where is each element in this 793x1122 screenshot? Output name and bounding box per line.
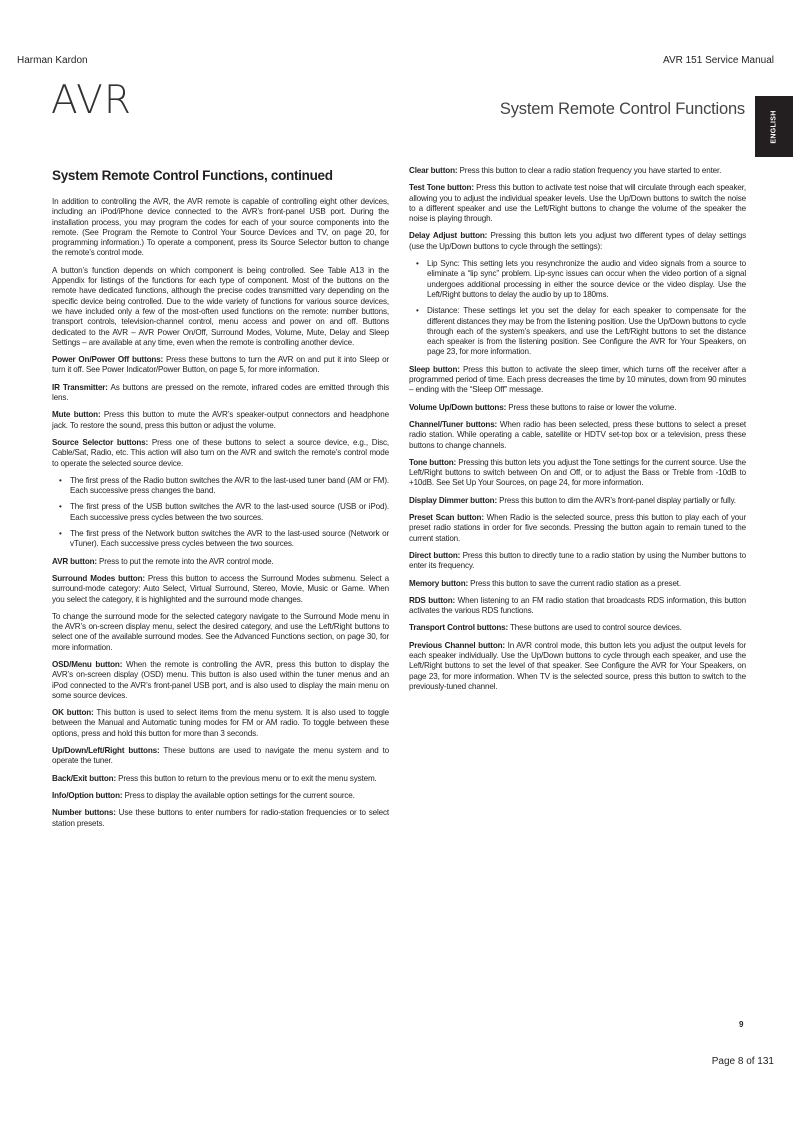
mute-button-desc: Mute button: Press this button to mute the AVR’s speaker-output connectors and headphone jack. To restore the sound, press this button or adjust the volume. <box>52 410 389 430</box>
source-selector-desc: Source Selector buttons: Press one of these buttons to select a source device, e.g., Disc, Cable/Sat, Radio, etc. This action will also turn on the AVR and switch the remote’s control mode to operate the selected source device. <box>52 437 389 468</box>
header-manual-title: AVR 151 Service Manual <box>663 55 774 66</box>
section-title: System Remote Control Functions <box>499 100 745 118</box>
language-tab <box>755 96 793 157</box>
back-button-desc: Back/Exit button: Press this button to return to the previous menu or to exit the menu system. <box>52 773 377 783</box>
avr-button-desc: AVR button: Press to put the remote into the AVR control mode. <box>52 556 274 566</box>
source-bullet-list <box>52 476 389 550</box>
delay-bullet-list <box>409 259 746 358</box>
page-heading: System Remote Control Functions, continued <box>52 168 333 183</box>
list-item: • The first press of the USB button switches the AVR to the last-used source (USB or iPod). Each successive press cycles between the two sources. <box>70 502 389 523</box>
list-item: • The first press of the Radio button switches the AVR to the last-used tuner band (AM or FM). Each successive press changes the band. <box>70 476 389 497</box>
rds-button-desc: RDS button: When listening to an FM radio station that broadcasts RDS information, this button activates the various RDS functions. <box>409 595 746 616</box>
left-column <box>52 166 389 836</box>
intro-paragraph: A button’s function depends on which component is being controlled. See Table A13 in the Appendix for listings of the functions for each type of component. Most of the buttons on the remote have dedicated functions, although the precise codes transmitted vary depending on the specific device being controlled. Due to the wide variety of functions for various source devices, we have included only a few of the most-often used functions on the remote: number buttons, transport controls, television-channel control, menu access and power on and off. Buttons dedicated to the AVR – AVR Power On/Off, Surround Modes, Volume, Mute, Delay and Sleep Settings – are available at any time, even when the remote is controlling another device. <box>52 265 389 347</box>
sleep-button-desc: Sleep button: Press this button to activate the sleep timer, which turns off the receiver after a programmed period of time. Each press decreases the time by 10 minutes, down from 90 minutes – ending with the “Sleep Off” message. <box>409 364 746 395</box>
previous-channel-desc: Previous Channel button: In AVR control mode, this button lets you adjust the output levels for each speaker individually. Use the Up/Down buttons to cycle through each speaker, and use the Left/Right buttons to set the level of that speaker. See Configure the AVR for Your Speakers, on page 23, for more information. When TV is the selected source, press this button to switch to the previously-tuned channel. <box>409 640 746 691</box>
volume-buttons-desc: Volume Up/Down buttons: Press these buttons to raise or lower the volume. <box>409 402 677 412</box>
clear-button-desc: Clear button: Press this button to clear a radio station frequency you have started to enter. <box>409 166 722 175</box>
list-item: • Distance: These settings let you set the delay for each speaker to compensate for the different distances they may be from the listening position. Use the Up/Down buttons to cycle through each of the system’s speakers, and use the Left/Right buttons to set the distance each speaker is from the listening position. See Configure the AVR for Your Speakers, on page 23, for more information. <box>427 306 746 357</box>
memory-button-desc: Memory button: Press this button to save the current radio station as a preset. <box>409 578 681 588</box>
navigation-buttons-desc: Up/Down/Left/Right buttons: These buttons are used to navigate the menu system and to operate the tuner. <box>52 746 390 766</box>
page-number: 9 <box>739 1020 744 1029</box>
tone-button-desc: Tone button: Pressing this button lets you adjust the Tone settings for the current source. Use the Left/Right buttons to switch between On and Off, or to adjust the Bass or Treble from -10dB to +10dB. See Set Up Your Sources, on page 24, for more information. <box>409 457 746 488</box>
channel-buttons-desc: Channel/Tuner buttons: When radio has been selected, press these buttons to select a preset radio station. While operating a cable, satellite or HDTV set-top box or a television, press these buttons to change channels. <box>409 419 746 450</box>
intro-paragraph: In addition to controlling the AVR, the AVR remote is capable of controlling eight other devices, including an iPod/iPhone device connected to the AVR’s front-panel USB port. During the installation process, you may program the codes for each of your source components into the remote. (See Program the Remote to Control Your Source Devices and TV, on page 20, for programming information.) To operate a component, press its Source Selector button to change the remote’s control mode. <box>52 197 389 258</box>
direct-button-desc: Direct button: Press this button to directly tune to a radio station by using the Number buttons to enter its frequency. <box>409 550 747 571</box>
surround-button-desc: Surround Modes button: Press this button to access the Surround Modes submenu. Select a surround-mode category: Auto Select, Virtual Surround, Stereo, Movie, Music or Game. When you select the category, it is highlighted and the surround mode changes. <box>52 573 389 604</box>
transport-buttons-desc: Transport Control buttons: These buttons are used to control source devices. <box>409 623 682 633</box>
info-button-desc: Info/Option button: Press to display the available option settings for the current source. <box>52 790 355 800</box>
header-manufacturer: Harman Kardon <box>17 55 88 66</box>
brand-logo-text: AVR <box>51 78 132 123</box>
power-button-desc: Power On/Power Off buttons: Press these buttons to turn the AVR on and put it into Sleep or turn it off. See Power Indicator/Power Button, on page 5, for more information. <box>52 355 390 375</box>
page-of-counter: Page 8 of 131 <box>711 1056 774 1067</box>
language-tab-label: ENGLISH <box>770 109 778 144</box>
test-tone-button-desc: Test Tone button: Press this button to activate test noise that will circulate through each speaker, allowing you to adjust the individual speaker levels. Use the Up/Down buttons to switch the noise to a different speaker and use the Left/Right buttons to change the volume of the speaker the noise is playing through. <box>409 183 746 224</box>
ok-button-desc: OK button: This button is used to select items from the menu system. It is also used to toggle between the Manual and Automatic tuning modes for FM or AM radio. To toggle between these options, press and hold this button for more than 3 seconds. <box>52 708 389 738</box>
right-column <box>409 166 746 699</box>
ir-transmitter-desc: IR Transmitter: As buttons are pressed on the remote, infrared codes are emitted through this lens. <box>52 382 390 403</box>
delay-button-desc: Delay Adjust button: Pressing this button lets you adjust two different types of delay settings (use the Up/Down buttons to cycle through the settings): <box>409 231 746 251</box>
osd-button-desc: OSD/Menu button: When the remote is controlling the AVR, press this button to display the AVR’s on-screen display (OSD) menu. This button is also used within the tuner menus and an iPod connected to the AVR’s front-panel USB port, and is also used to display the main menu on some source devices. <box>52 659 389 700</box>
dimmer-button-desc: Display Dimmer button: Press this button to dim the AVR’s front-panel display partially or fully. <box>409 495 736 505</box>
list-item: • Lip Sync: This setting lets you resynchronize the audio and video signals from a source to eliminate a “lip sync” problem. Lip-sync issues can occur when the video portion of a signal undergoes additional processing in either the source device or the video display. Use the Left/Right buttons to delay the audio by up to 180ms. <box>427 259 746 300</box>
surround-detail: To change the surround mode for the selected category navigate to the Surround Mode menu in the AVR’s on-screen display menu, select the desired category, and use the Left/Right buttons to select one of the available surround modes. See the Advanced Functions section, on page 30, for more information. <box>52 611 389 652</box>
preset-scan-desc: Preset Scan button: When Radio is the selected source, press this button to play each of your preset radio stations in order for five seconds. Pressing the button again to remain tuned to the current station. <box>409 513 746 543</box>
number-buttons-desc: Number buttons: Use these buttons to enter numbers for radio-station frequencies or to select station presets. <box>52 808 389 828</box>
list-item: • The first press of the Network button switches the AVR to the last-used source (Network or vTuner). Each successive press cycles between the two sources. <box>70 529 389 550</box>
